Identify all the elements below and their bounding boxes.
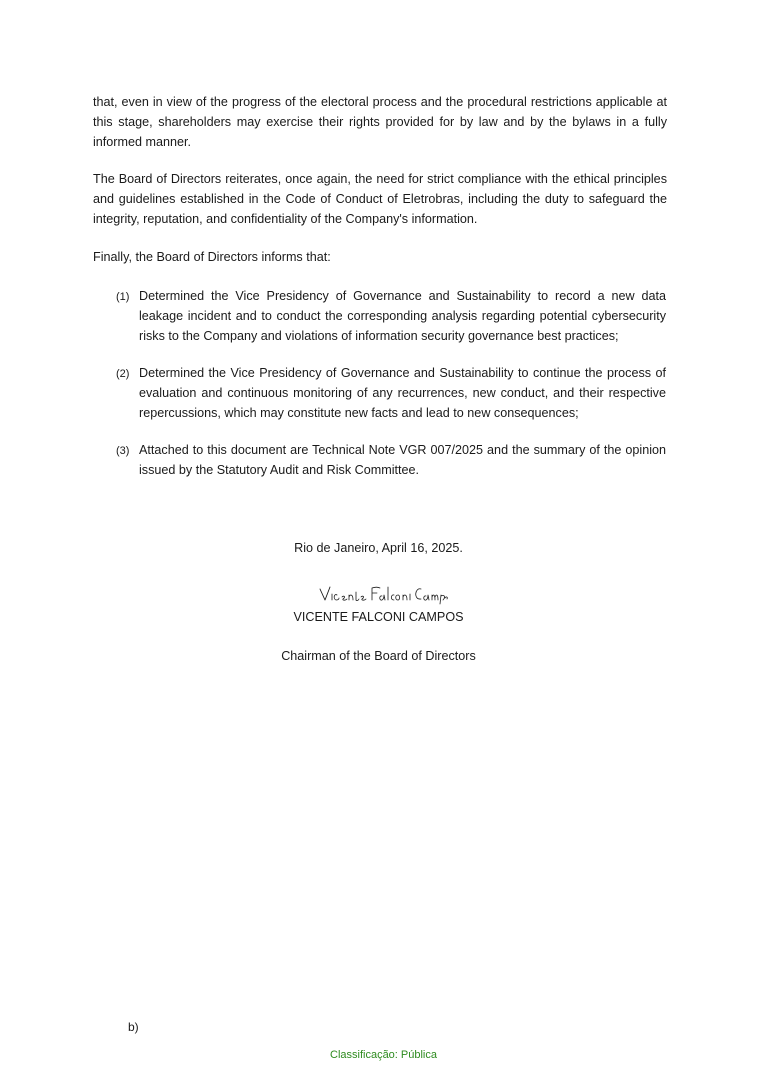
handwritten-signature — [318, 583, 448, 605]
signer-name: VICENTE FALCONI CAMPOS — [293, 610, 464, 624]
signer-role: Chairman of the Board of Directors — [281, 649, 476, 663]
list-marker: (1) — [116, 291, 130, 303]
list-marker: (3) — [116, 445, 130, 457]
list-item-text: Attached to this document are Technical Note VGR 007/2025 and the summary of the opinion issued by the Statutory Audit and Risk Committee. — [139, 443, 666, 477]
list-marker: (2) — [116, 368, 130, 380]
footer-mark: b) — [128, 1020, 139, 1034]
paragraph-board-informs: Finally, the Board of Directors informs that: — [93, 250, 331, 264]
place-and-date: Rio de Janeiro, April 16, 2025. — [294, 541, 463, 555]
classification-label: Classificação: Pública — [330, 1049, 437, 1061]
list-item-text: Determined the Vice Presidency of Governance and Sustainability to continue the process of evaluation and continuous monitoring of any recurrences, new conduct, and their respective repercussions, which may constitute new facts and lead to new consequences; — [139, 366, 666, 420]
paragraph-code-of-conduct: The Board of Directors reiterates, once again, the need for strict compliance with the ethical principles and guidelines established in the Code of Conduct of Eletrobras, including the duty to safeguard the integrity, reputation, and confidentiality of the Company's information. — [93, 172, 667, 226]
list-item-text: Determined the Vice Presidency of Governance and Sustainability to record a new data leakage incident and to conduct the corresponding analysis regarding potential cybersecurity risks to the Company and violations of information security governance best practices; — [139, 289, 666, 343]
paragraph-shareholder-rights: that, even in view of the progress of the electoral process and the procedural restrictions applicable at this stage, shareholders may exercise their rights provided for by law and by the bylaws in a fully informed manner. — [93, 95, 667, 149]
